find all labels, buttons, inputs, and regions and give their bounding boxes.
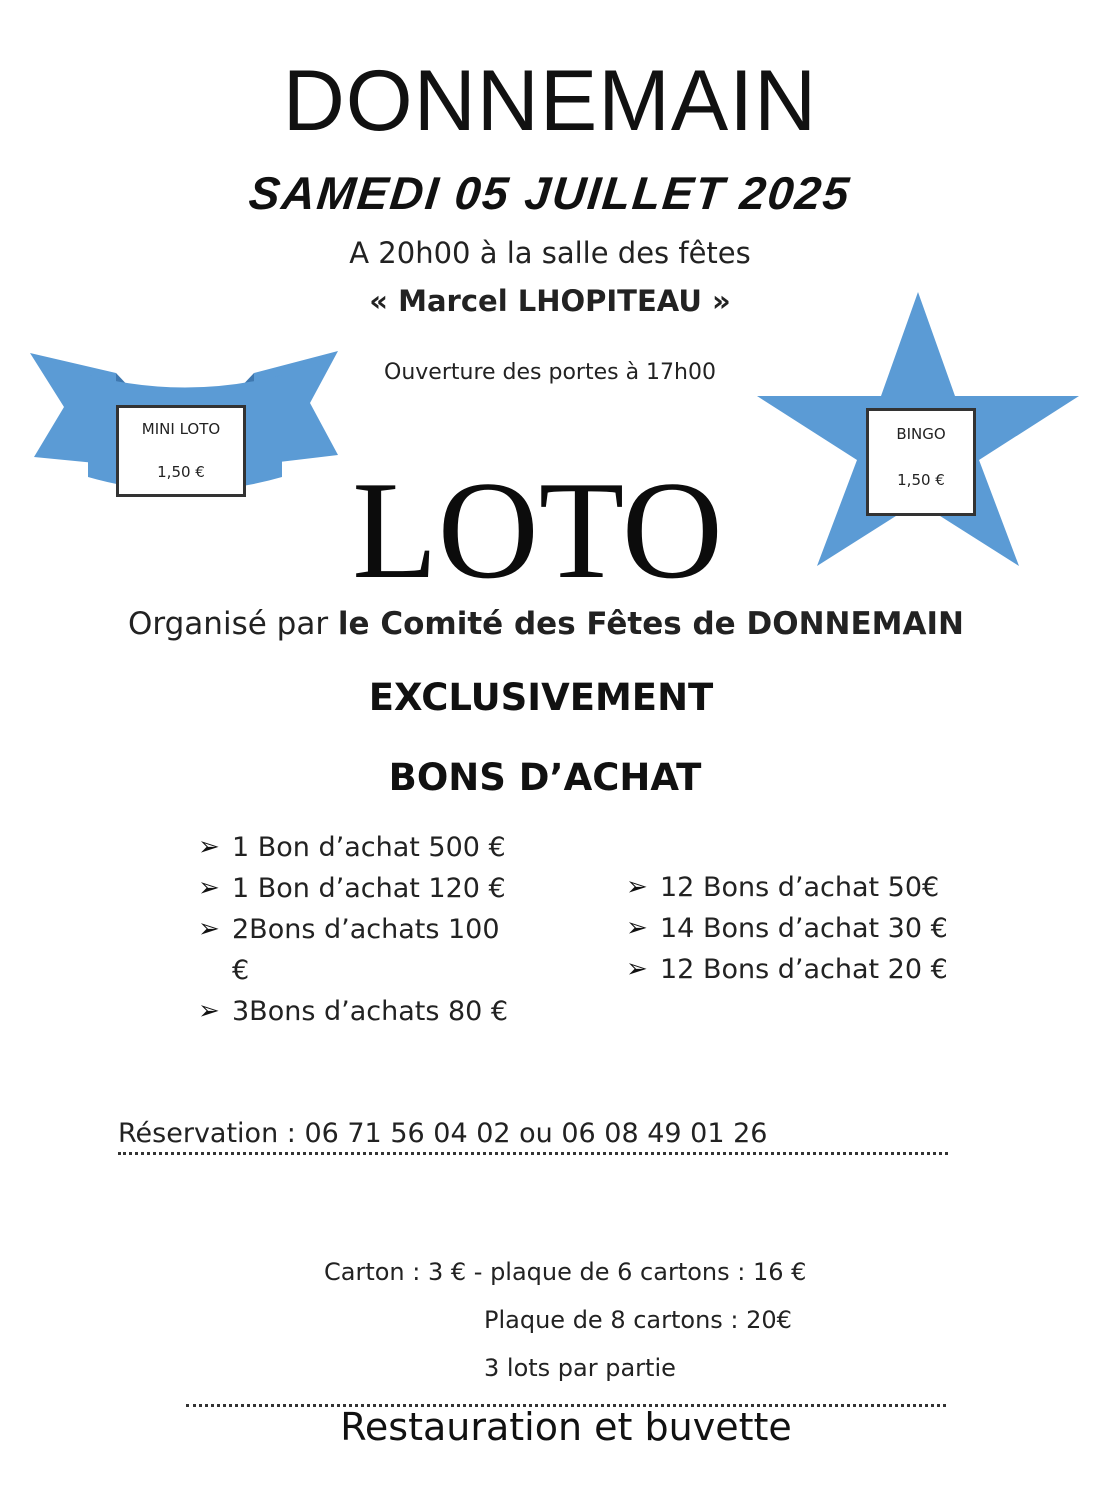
prize-item: ➢ 1 Bon d’achat 120 € — [198, 868, 518, 909]
pricing-line-2: Plaque de 8 cartons : 20€ — [484, 1306, 792, 1334]
prize-item: ➢ 12 Bons d’achat 50€ — [626, 867, 986, 908]
pricing-line-1: Carton : 3 € - plaque de 6 cartons : 16 € — [324, 1258, 807, 1286]
bingo-price: 1,50 € — [897, 471, 945, 489]
bingo-label: BINGO — [896, 425, 946, 443]
organizer-line — [0, 606, 1092, 642]
doors-opening: Ouverture des portes à 17h00 — [384, 360, 716, 385]
pricing-line-3: 3 lots par partie — [484, 1354, 676, 1382]
event-venue: « Marcel LHOPITEAU » — [369, 284, 731, 318]
town-title: DONNEMAIN — [282, 53, 818, 149]
arrow-bullet-icon: ➢ — [198, 832, 220, 862]
organizer-name: le Comité des Fêtes de DONNEMAIN — [337, 606, 964, 642]
arrow-bullet-icon: ➢ — [626, 913, 648, 943]
vouchers-heading: BONS D’ACHAT — [388, 756, 702, 799]
event-time-place: A 20h00 à la salle des fêtes — [349, 236, 751, 270]
mini-loto-label: MINI LOTO — [141, 420, 221, 438]
prize-item: ➢ 2Bons d’achats 100 € — [198, 909, 518, 991]
catering-line: Restauration et buvette — [186, 1404, 946, 1447]
reservation-line: Réservation : 06 71 56 04 02 ou 06 08 49 01 26 — [118, 1118, 948, 1155]
arrow-bullet-icon: ➢ — [626, 872, 648, 902]
prize-list-left — [198, 827, 518, 1032]
prize-item: ➢ 14 Bons d’achat 30 € — [626, 908, 986, 949]
exclusive-heading: EXCLUSIVEMENT — [368, 676, 714, 719]
arrow-bullet-icon: ➢ — [198, 996, 220, 1026]
prize-item: ➢ 3Bons d’achats 80 € — [198, 991, 518, 1032]
arrow-bullet-icon: ➢ — [626, 954, 648, 984]
loto-title: LOTO — [352, 453, 723, 608]
arrow-bullet-icon: ➢ — [198, 914, 220, 944]
mini-loto-price: 1,50 € — [157, 463, 205, 481]
event-date: SAMEDI 05 JUILLET 2025 — [246, 167, 854, 219]
prize-item: ➢ 1 Bon d’achat 500 € — [198, 827, 518, 868]
arrow-bullet-icon: ➢ — [198, 873, 220, 903]
prize-item: ➢ 12 Bons d’achat 20 € — [626, 949, 986, 990]
prize-list-right — [626, 867, 986, 990]
organizer-prefix: Organisé par — [128, 606, 338, 642]
